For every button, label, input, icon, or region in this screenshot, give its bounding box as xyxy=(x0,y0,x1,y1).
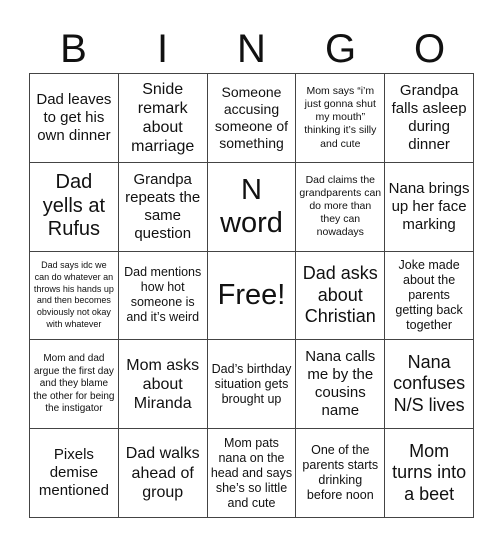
bingo-cell-r4c4[interactable]: Nana calls me by the cousins name xyxy=(296,340,385,429)
bingo-cell-r5c2[interactable]: Dad walks ahead of group xyxy=(119,429,208,518)
bingo-cell-r2c1[interactable]: Dad yells at Rufus xyxy=(30,163,119,252)
header-letter-i: I xyxy=(156,27,169,71)
bingo-cell-r3c1[interactable]: Dad says idc we can do whatever an throws his hands up and then becomes obviously not okay with whatever xyxy=(30,252,119,341)
bingo-cell-r2c3[interactable]: N word xyxy=(208,163,297,252)
bingo-cell-r3c4[interactable]: Dad asks about Christian xyxy=(296,252,385,341)
bingo-cell-r2c2[interactable]: Grandpa repeats the same question xyxy=(119,163,208,252)
bingo-cell-r4c5[interactable]: Nana confuses N/S lives xyxy=(385,340,474,429)
bingo-cell-r1c1[interactable]: Dad leaves to get his own dinner xyxy=(30,74,119,163)
header-letter-b: B xyxy=(60,27,87,71)
bingo-cell-r3c2[interactable]: Dad mentions how hot someone is and it’s weird xyxy=(119,252,208,341)
bingo-cell-r5c5[interactable]: Mom turns into a beet xyxy=(385,429,474,518)
free-space-cell[interactable]: Free! xyxy=(208,252,297,341)
header-letter-g: G xyxy=(324,27,357,71)
bingo-grid xyxy=(29,73,474,518)
header-letter-o: O xyxy=(413,27,446,71)
bingo-header xyxy=(29,24,474,74)
bingo-cell-r2c5[interactable]: Nana brings up her face marking xyxy=(385,163,474,252)
bingo-cell-r1c4[interactable]: Mom says “i’m just gonna shut my mouth” thinking it’s silly and cute xyxy=(296,74,385,163)
bingo-cell-r2c4[interactable]: Dad claims the grandparents can do more than they can nowadays xyxy=(296,163,385,252)
bingo-cell-r4c3[interactable]: Dad’s birthday situation gets brought up xyxy=(208,340,297,429)
bingo-cell-r1c5[interactable]: Grandpa falls asleep during dinner xyxy=(385,74,474,163)
bingo-cell-r3c5[interactable]: Joke made about the parents getting back together xyxy=(385,252,474,341)
bingo-cell-r5c4[interactable]: One of the parents starts drinking before noon xyxy=(296,429,385,518)
bingo-cell-r1c2[interactable]: Snide remark about marriage xyxy=(119,74,208,163)
bingo-cell-r5c1[interactable]: Pixels demise mentioned xyxy=(30,429,119,518)
bingo-cell-r5c3[interactable]: Mom pats nana on the head and says she’s so little and cute xyxy=(208,429,297,518)
header-letter-n: N xyxy=(237,27,266,71)
bingo-cell-r4c1[interactable]: Mom and dad argue the first day and they blame the other for being the instigator xyxy=(30,340,119,429)
bingo-cell-r1c3[interactable]: Someone accusing someone of something xyxy=(208,74,297,163)
bingo-cell-r4c2[interactable]: Mom asks about Miranda xyxy=(119,340,208,429)
